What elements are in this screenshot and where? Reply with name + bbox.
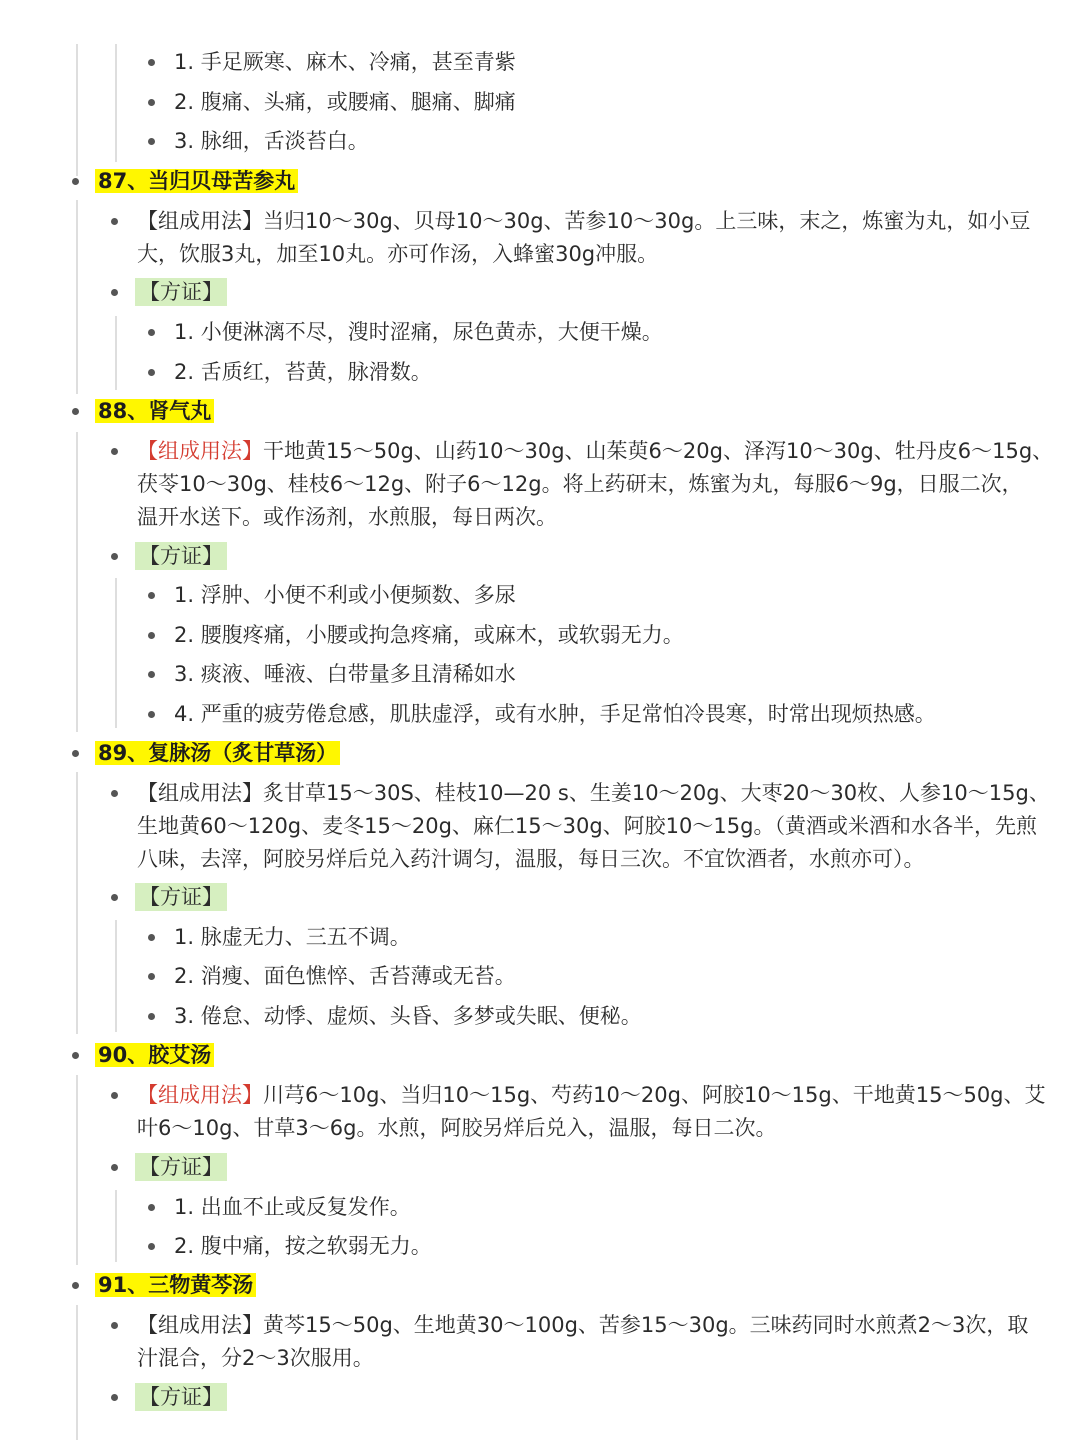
composition-line: 生地黄60～120g、麦冬15～20g、麻仁15～30g、阿胶10～15g。（黄酒或米酒和水各半，先煎 [137, 814, 1037, 838]
fangzheng-label: 【方证】 [135, 1153, 227, 1181]
bullet-dot [148, 934, 155, 941]
fangzheng-label: 【方证】 [135, 1383, 227, 1411]
bullet-dot [148, 59, 155, 66]
list-item: 2. 舌质红，苔黄，脉滑数。 [174, 360, 432, 384]
composition-label: 【组成用法】 [137, 209, 263, 233]
composition-line: 汁混合，分2～3次服用。 [137, 1346, 374, 1370]
composition-label: 【组成用法】 [137, 781, 263, 805]
bullet-dot [72, 178, 79, 185]
section-title-text: 89、复脉汤（炙甘草汤） [95, 741, 340, 765]
list-item: 1. 手足厥寒、麻木、冷痛，甚至青紫 [174, 50, 516, 74]
composition-line: 当归10～30g、贝母10～30g、苦参10～30g。上三味，末之，炼蜜为丸，如小豆 [263, 209, 1031, 233]
bullet-dot [111, 289, 118, 296]
bullet-dot [148, 671, 155, 678]
composition-paragraph [137, 1309, 1028, 1375]
bullet-dot [72, 1282, 79, 1289]
list-item: 1. 脉虚无力、三五不调。 [174, 925, 411, 949]
bullet-dot [148, 632, 155, 639]
bullet-dot [111, 1394, 118, 1401]
bullet-dot [148, 1204, 155, 1211]
fangzheng-heading [137, 1382, 227, 1412]
fangzheng-label: 【方证】 [135, 278, 227, 306]
bullet-dot [111, 790, 118, 797]
composition-line: 炙甘草15～30S、桂枝10—20 s、生姜10～20g、大枣20～30枚、人参10～15g、 [263, 781, 1050, 805]
bullet-dot [148, 1243, 155, 1250]
inner-guide-line [115, 1190, 117, 1262]
inner-guide-line [115, 316, 117, 390]
composition-paragraph [137, 777, 1050, 876]
composition-paragraph [137, 435, 1053, 534]
composition-line: 干地黄15～50g、山药10～30g、山茱萸6～20g、泽泻10～30g、牡丹皮6～15g、 [263, 439, 1054, 463]
bullet-dot [148, 711, 155, 718]
bullet-dot [111, 218, 118, 225]
bullet-dot [111, 1092, 118, 1099]
fangzheng-heading [137, 1152, 227, 1182]
bullet-dot [148, 592, 155, 599]
composition-line: 温开水送下。或作汤剂，水煎服，每日两次。 [137, 505, 557, 529]
section-title [98, 1040, 214, 1070]
outer-guide-line [76, 772, 78, 1034]
composition-line: 川芎6～10g、当归10～15g、芍药10～20g、阿胶10～15g、干地黄15～50g、艾 [263, 1083, 1046, 1107]
bullet-dot [148, 973, 155, 980]
inner-guide-line [115, 44, 117, 162]
fangzheng-heading [137, 541, 227, 571]
section-title-text: 91、三物黄芩汤 [95, 1273, 256, 1297]
bullet-dot [148, 1013, 155, 1020]
section-title-text: 90、胶艾汤 [95, 1043, 214, 1067]
bullet-dot [111, 553, 118, 560]
inner-guide-line [115, 920, 117, 1032]
fangzheng-heading [137, 882, 227, 912]
composition-paragraph [137, 205, 1030, 271]
composition-label: 【组成用法】 [137, 439, 263, 463]
section-title [98, 166, 298, 196]
list-item: 1. 出血不止或反复发作。 [174, 1195, 411, 1219]
section-title [98, 1270, 256, 1300]
bullet-dot [148, 138, 155, 145]
bullet-dot [111, 448, 118, 455]
composition-label: 【组成用法】 [137, 1313, 263, 1337]
list-item: 1. 小便淋漓不尽，溲时涩痛，尿色黄赤，大便干燥。 [174, 320, 663, 344]
bullet-dot [111, 1164, 118, 1171]
list-item: 2. 消瘦、面色憔悴、舌苔薄或无苔。 [174, 964, 516, 988]
list-item: 1. 浮肿、小便不利或小便频数、多尿 [174, 583, 516, 607]
list-item: 2. 腹中痛，按之软弱无力。 [174, 1234, 432, 1258]
section-title [98, 738, 340, 768]
bullet-dot [72, 408, 79, 415]
fangzheng-label: 【方证】 [135, 542, 227, 570]
outer-guide-line [76, 44, 78, 176]
bullet-dot [111, 894, 118, 901]
composition-line: 八味，去滓，阿胶另烊后兑入药汁调匀，温服，每日三次。不宜饮酒者，水煎亦可）。 [137, 847, 925, 871]
composition-line: 茯苓10～30g、桂枝6～12g、附子6～12g。将上药研末，炼蜜为丸，每服6～9g，日服二次， [137, 472, 1023, 496]
list-item: 3. 脉细，舌淡苔白。 [174, 129, 369, 153]
fangzheng-label: 【方证】 [135, 883, 227, 911]
bullet-dot [148, 99, 155, 106]
section-title [98, 396, 214, 426]
list-item: 4. 严重的疲劳倦怠感，肌肤虚浮，或有水肿，手足常怕冷畏寒，时常出现烦热感。 [174, 702, 936, 726]
composition-line: 叶6～10g、甘草3～6g。水煎，阿胶另烊后兑入，温服，每日二次。 [137, 1116, 777, 1140]
composition-paragraph [137, 1079, 1046, 1145]
bullet-dot [72, 750, 79, 757]
bullet-dot [148, 369, 155, 376]
outer-guide-line [76, 432, 78, 732]
outer-guide-line [76, 1305, 78, 1440]
composition-line: 黄芩15～50g、生地黄30～100g、苦参15～30g。三味药同时水煎煮2～3次，取 [263, 1313, 1029, 1337]
fangzheng-heading [137, 277, 227, 307]
list-item: 2. 腰腹疼痛，小腰或拘急疼痛，或麻木，或软弱无力。 [174, 623, 684, 647]
list-item: 2. 腹痛、头痛，或腰痛、腿痛、脚痛 [174, 90, 516, 114]
outer-guide-line [76, 200, 78, 394]
section-title-text: 88、肾气丸 [95, 399, 214, 423]
bullet-dot [72, 1052, 79, 1059]
section-title-text: 87、当归贝母苦参丸 [95, 169, 298, 193]
bullet-dot [111, 1322, 118, 1329]
list-item: 3. 痰液、唾液、白带量多且清稀如水 [174, 662, 516, 686]
composition-line: 大，饮服3丸，加至10丸。亦可作汤，入蜂蜜30g冲服。 [137, 242, 659, 266]
composition-label: 【组成用法】 [137, 1083, 263, 1107]
outer-guide-line [76, 1075, 78, 1265]
list-item: 3. 倦怠、动悸、虚烦、头昏、多梦或失眠、便秘。 [174, 1004, 642, 1028]
inner-guide-line [115, 578, 117, 728]
bullet-dot [148, 329, 155, 336]
